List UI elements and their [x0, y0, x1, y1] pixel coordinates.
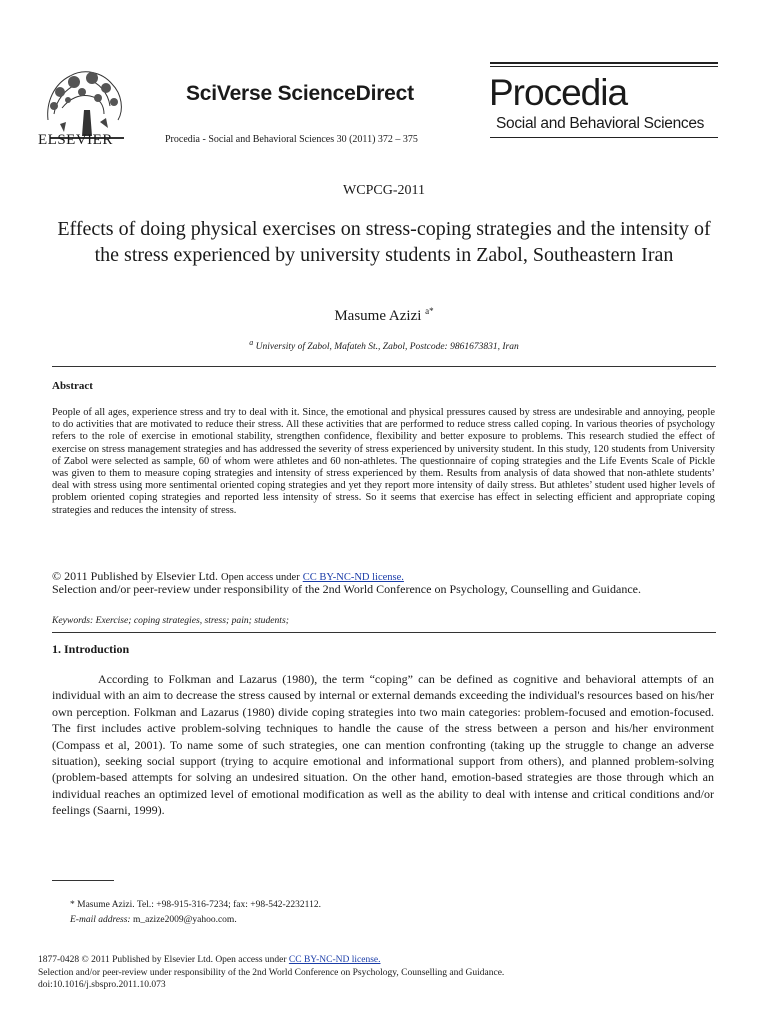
selection-note: Selection and/or peer-review under responsibility of the 2nd World Conference on Psychology, Counselling and Guidance.	[52, 582, 641, 596]
email-label: E-mail address:	[70, 915, 131, 925]
page-footer	[38, 954, 504, 992]
license-link[interactable]: CC BY-NC-ND license.	[302, 572, 404, 583]
author	[0, 306, 768, 325]
affiliation-text: University of Zabol, Mafateh St., Zabol, Postcode: 9861673831, Iran	[255, 342, 519, 353]
email-address: m_azize2009@yahoo.com.	[132, 915, 237, 925]
conference-name: WCPCG-2011	[343, 183, 425, 198]
keywords	[52, 615, 289, 626]
divider	[52, 632, 716, 633]
keywords-text: Exercise; coping strategies, stress; pain; students;	[95, 615, 289, 626]
author-superscript: a*	[425, 306, 434, 316]
footnote-rule	[52, 880, 114, 881]
footnote-contact-text: Masume Azizi. Tel.: +98-915-316-7234; fax: +98-542-2232112.	[77, 900, 321, 910]
issn-text: 1877-0428 © 2011 Published by Elsevier Ltd. Open access under	[38, 955, 287, 965]
publisher-name: ELSEVIER	[38, 132, 113, 148]
journal-name: Procedia	[489, 72, 628, 113]
procedia-bottom-rule	[490, 137, 718, 138]
procedia-top-rules	[490, 62, 718, 67]
open-access-text: Open access under	[221, 572, 300, 583]
footnote-email	[70, 913, 321, 928]
introduction-text	[52, 671, 714, 819]
section-heading: 1. Introduction	[52, 642, 130, 656]
doi: doi:10.1016/j.sbspro.2011.10.073	[38, 980, 166, 990]
platform-name: SciVerse ScienceDirect	[186, 82, 414, 105]
affiliation	[0, 338, 768, 352]
author-name: Masume Azizi	[334, 308, 422, 324]
footnote	[70, 898, 321, 928]
divider	[52, 366, 716, 367]
copyright-text: © 2011 Published by Elsevier Ltd.	[52, 569, 218, 583]
footnote-contact	[70, 898, 321, 913]
journal-citation: Procedia - Social and Behavioral Sciences 30 (2011) 372 – 375	[165, 134, 418, 145]
introduction-paragraph: According to Folkman and Lazarus (1980), the term “coping” can be defined as cognitive and behavioral attempts of an individual with an aim to decrease the stress caused by internal or external demands exceeding the individual's resources based on his/her own perception. Folkman and Lazarus (1980) divide coping strategies into two main categories: problem-focused and emotion-focused. The first includes active problem-solving techniques to handle the cause of the stress between a person and his/her environment (Compass et al, 2001). To name some of such strategies, one can mention confronting (taking up the struggle to change an adverse situation), seeking social support (trying to acquire emotional and informational support from others), and planned problem-solving (problem-based attempts for solving an undesired situation. On the other hand, emotion-based strategies are those through which an individual reaches an optimized level of emotional modification as well as the ability to deal with intense and critical conditions and/or feelings (Saarni, 1999).	[52, 672, 714, 818]
footer-license-link[interactable]: CC BY-NC-ND license.	[288, 955, 381, 965]
keywords-label: Keywords:	[52, 615, 94, 626]
paper-title: Effects of doing physical exercises on stress-coping strategies and the intensity of the stress experienced by university students in Zabol, Southeastern Iran	[57, 218, 711, 266]
abstract-text: People of all ages, experience stress and try to deal with it. Since, the emotional and physical pressures caused by stress are undesirable and annoying, people to do activities that are motivated to reduce their stress. All these activities that are performed to reduce stress called coping. In various theories of psychology refers to the role of exercise in emotional stability, strengthen confidence, flexibility and better exposure to problems. This research studied the effect of exercise on stress management strategies and has addressed the severity of stress experienced by university student. In this study, 120 students from University of Zabol were selected as sample, 60 of whom were athletes and 60 non-athletes. The questionnaire of coping strategies and the Life Events Scale of Pickle was given to them to measure coping strategies and intensity of stress experienced by them. Results from analysis of data showed that non-athlete students’ deal with stress using more sentimental oriented coping strategies and yet they report more intensity of daily stress. But athletes’ student used higher levels of problem oriented coping strategies and reported less intensity of stress. So it seems that exercise has effect in selecting efficient and appropriate coping strategies and reduces the intensity of stress.	[52, 407, 715, 516]
issn-line	[38, 954, 504, 967]
affiliation-superscript: a	[249, 338, 254, 347]
footnote-marker: *	[70, 900, 75, 910]
journal-subtitle: Social and Behavioral Sciences	[496, 115, 705, 132]
abstract-heading: Abstract	[52, 380, 93, 392]
footer-selection: Selection and/or peer-review under responsibility of the 2nd World Conference on Psychology, Counselling and Guidance.	[38, 967, 505, 978]
